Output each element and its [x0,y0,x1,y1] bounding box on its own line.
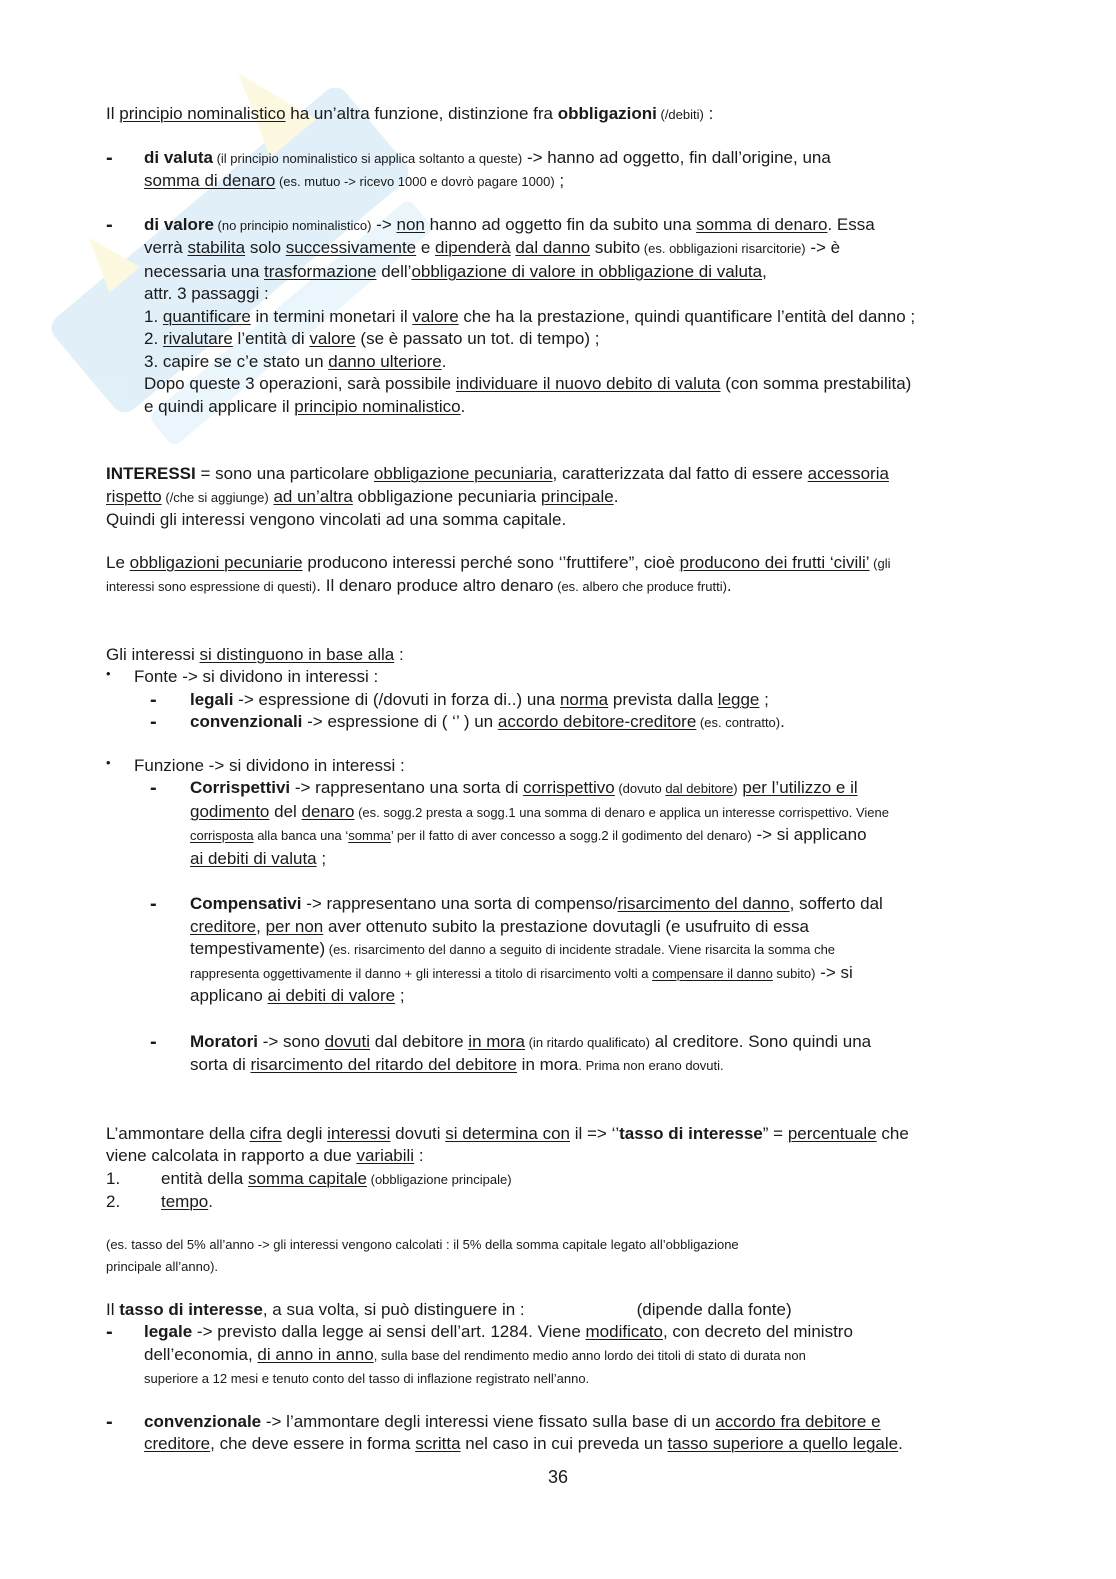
dot-bullet: • [106,754,111,770]
dash-bullet: - [150,688,157,711]
list-item-tasso-legale: - legale -> previsto dalla legge ai sensi dell’art. 1284. Viene modificato, con decreto del ministro dell’economia, di anno in anno, sulla base del rendimento medio anno lordo dei titoli di stato di durata non superiore a 12 mesi e tenuto conto del tasso di inflazione registrato nell’anno. [106,1321,853,1386]
list-item-moratori: - Moratori -> sono dovuti dal debitore in mora (in ritardo qualificato) al creditore. Sono quindi una sorta di risarcimento del ritardo del debitore in mora. Prima non erano dovuti. [150,1030,872,1074]
dash-bullet: - [106,146,113,169]
paragraph-nominalism-intro: Il principio nominalistico ha un’altra funzione, distinzione fra obbligazioni (/debiti) : [106,104,714,123]
step-3: 3. capire se c’e stato un danno ulteriore. [144,351,447,371]
list-item-compensativi: - Compensativi -> rappresentano una sorta di compenso/risarcimento del danno, sofferto dal creditore, per non aver ottenuto subito la prestazione dovutagli (e usufruito di essa tempestivamente) (es. risarcimento del danno a seguito di incidente stradale. Viene risarcita la somma che rappresenta oggettivamente il danno + gli interessi a titolo di risarcimento volti a compensare il danno subito) -> si applicano ai debiti di valore ; [150,893,883,1005]
paragraph-tipi-tasso: Il tasso di interesse, a sua volta, si può distinguere in : (dipende dalla fonte) [106,1299,792,1319]
list-item-di-valuta: - di valuta (il principio nominalistico si applica soltanto a queste) -> hanno ad oggetto, fin dall’origine, una somma di denaro (es. mutuo -> ricevo 1000 e dovrò pagare 1000) ; [106,146,831,190]
numbered-item-2: 2. tempo. [106,1192,213,1211]
dash-bullet: - [150,1030,157,1053]
list-item-convenzionali: - convenzionali -> espressione di ( ‘’ ) un accordo debitore-creditore (es. contratto). [150,711,785,733]
step-2: 2. rivalutare l’entità di valore (se è passato un tot. di tempo) ; [144,329,600,348]
numbered-item-1: 1. entità della somma capitale (obbligazione principale) [106,1168,512,1188]
list-item-legali: - legali -> espressione di (/dovuti in forza di..) una norma prevista dalla legge ; [150,688,769,711]
paragraph-distinzione: Gli interessi si distinguono in base alla : [106,644,404,664]
dash-bullet: - [106,1410,113,1433]
list-item-funzione: • Funzione -> si dividono in interessi : [106,754,405,775]
paragraph-tasso: L’ammontare della cifra degli interessi dovuti si determina con il => ‘’tasso di interesse” = percentuale che viene calcolata in rapporto a due variabili : 1. entità della somma capitale (obbligazione principale) 2. tempo. [106,1123,1006,1214]
list-item-tasso-convenzionale: - convenzionale -> l’ammontare degli interessi viene fissato sulla base di un accordo fra debitore e creditore, che deve essere in forma scritta nel caso in cui preveda un tasso superiore a quello legale. [106,1410,903,1453]
dash-bullet: - [150,777,157,799]
step-1: 1. quantificare in termini monetari il valore che ha la prestazione, quindi quantificare l’entità del danno ; [144,306,916,326]
dash-bullet: - [106,213,113,236]
list-item-fonte: • Fonte -> si dividono in interessi : [106,666,379,686]
dot-bullet: • [106,666,111,681]
list-item-corrispettivi: - Corrispettivi -> rappresentano una sorta di corrispettivo (dovuto dal debitore) per l’utilizzo e il godimento del denaro (es. sogg.2 presta a sogg.1 una somma di denaro e applica un interesse corrispettivo. Viene corrisposta alla banca una ‘somma’ per il fatto di aver concesso a sogg.2 il godimento del denaro) -> si applicano ai debiti di valuta ; [150,777,889,868]
paragraph-tasso-example: (es. tasso del 5% all’anno -> gli interessi vengono calcolati : il 5% della somma capitale legato all’obbligazione principale all’anno). [106,1236,739,1274]
dash-bullet: - [150,893,157,915]
paragraph-interessi-definition: INTERESSI = sono una particolare obbligazione pecuniaria, caratterizzata dal fatto di essere accessoria rispetto (/che si aggiunge) ad un’altra obbligazione pecuniaria principale. Quindi gli interessi vengono vincolati ad una somma capitale. [106,464,889,529]
document-body [106,103,1006,1456]
dash-bullet: - [106,1321,113,1343]
list-item-di-valore: - di valore (no principio nominalistico) -> non hanno ad oggetto fin da subito una somma di denaro. Essa verrà stabilita solo successivamente e dipenderà dal danno subito (es. obbligazioni risarcitorie) -> è necessaria una trasformazione dell’obbligazione di valore in obbligazione di valuta, attr. 3 passaggi : 1. quantificare in termini monetari il valore che ha la prestazione, quindi quantificare l’entità del danno ; 2. rivalutare l’entità di valore (se è passato un tot. di tempo) ; 3. capire se c’e stato un danno ulteriore. Dopo queste 3 operazioni, sarà possibile individuare il nuovo debito di valuta (con somma prestabilita) e quindi applicare il principio nominalistico. [106,214,1006,419]
paragraph-fruttifere: Le obbligazioni pecuniarie producono interessi perché sono ‘’fruttifere”, cioè producono dei frutti ‘civili’ (gli interessi sono espressione di questi). Il denaro produce altro denaro (es. albero che produce frutti). [106,552,891,595]
dash-bullet: - [150,711,157,733]
page-number: 36 [547,1467,569,1487]
